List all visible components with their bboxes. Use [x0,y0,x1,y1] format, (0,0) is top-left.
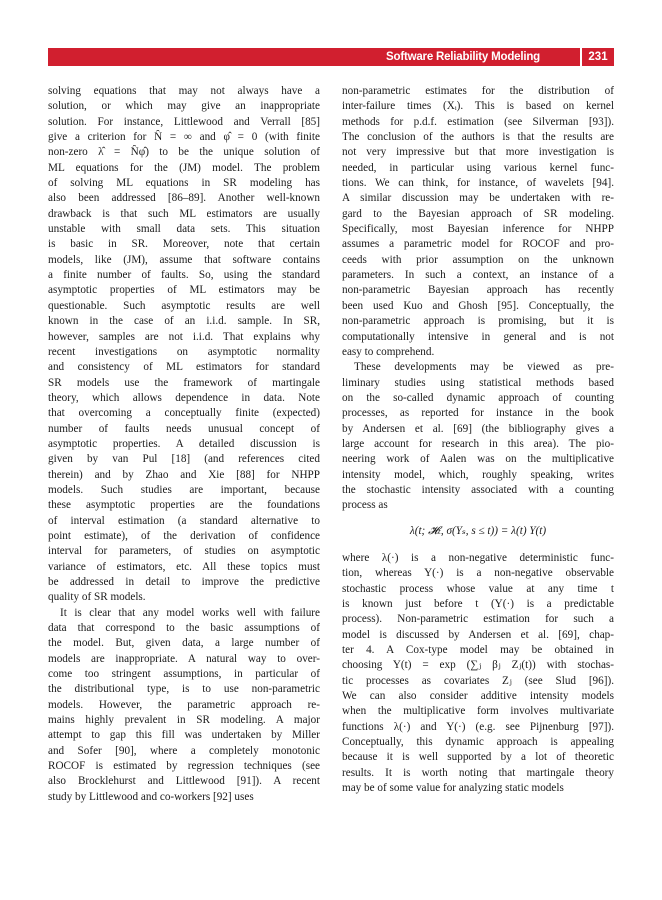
text-line: ML equations for the (JM) model. The problem [48,161,320,174]
text-line: been used Kuo and Ghosh [95]. Conceptually, the [342,299,614,312]
header-bar [48,48,580,66]
text-line: A similar discussion may be undertaken with re- [342,192,614,205]
text-line: non-parametric approach is promising, but it is [342,315,614,328]
text-line: non-zero λ̂ = N̂φ̂) to be the unique solution of [48,146,320,159]
text-line: because it is well supported by a lot of theoretic [342,751,614,764]
text-line: questionable. Such asymptotic results are well [48,299,320,312]
text-line: number of faults needs unusual concept of [48,422,320,435]
running-header [48,48,614,66]
text-line: model is discussed by Andersen et al. [69], chap- [342,628,614,641]
text-line: asymptotic properties. A detailed discussion is [48,437,320,450]
text-line: tic processes as covariates Zⱼ (see Slud [96]). [342,674,614,687]
text-line: solution, or which may give an inappropriate [48,100,320,113]
left-column [48,84,320,805]
text-line: attempt to gap this fill was undertaken by Miller [48,729,320,742]
text-line: of interval estimation (a standard alternative to [48,514,320,527]
text-line: parameters. In such a context, an instance of a [342,269,614,282]
text-line: not very impressive but that more investigation is [342,146,614,159]
text-line: solving equations that may not always have a [48,85,320,97]
text-line: the distributional type, is to use non-parametric [48,683,320,696]
text-line: needed, in particular using various kernel func- [342,161,614,174]
text-line: ceeds with prior assumption on the unknown [342,253,614,266]
text-line: where λ(·) is a non-negative deterministic func- [342,551,614,564]
text-line: asymptotic properties of ML estimators may be [48,284,320,297]
right-column-bottom [342,551,614,797]
text-line: point estimate), of the derivation of confidence [48,529,320,542]
text-line: models. However, the parametric approach re- [48,698,320,711]
text-line: non-parametric Bayesian approach has recently [342,284,614,297]
header-title: Software Reliability Modeling [386,51,540,63]
text-line: be addressed in detail to improve the predictive [48,576,320,588]
text-line: is basic in SR. Moreover, note that certain [48,238,320,251]
text-line: the stochastic intensity associated with a counting [342,483,614,496]
text-line: may be of some value for analyzing static models [342,782,564,795]
text-line: give a criterion for N̂ = ∞ and φ̂ = 0 (with finite [48,131,320,144]
text-line: recent investigations on asymptotic normality [48,345,320,358]
text-line: also Brocklehurst and Littlewood [91]). A recent [48,775,320,788]
text-line: when the multiplicative form involves multivariate [342,705,614,718]
text-line: data that correspond to the basic assumptions of [48,622,320,635]
text-line: theory, which allows dependence in data. Note [48,391,320,404]
text-line: of solving ML equations in SR modeling has [48,177,320,190]
text-line: mains highly prevalent in SR modeling. A major [48,714,320,727]
text-line: variance of estimators, etc. All these topics must [48,560,320,573]
text-line: ROCOF is estimated by regression techniques (see [48,760,320,773]
text-line: Conceptually, this dynamic approach is appealing [342,736,614,749]
text-line: We can also consider additive intensity models [342,690,614,703]
text-line: process). Non-parametric estimation for such a [342,613,614,626]
text-line: study by Littlewood and co-workers [92] uses [48,790,254,803]
text-line: easy to comprehend. [342,345,435,358]
text-line: ter 4. A Cox-type model may be obtained in [342,644,614,657]
text-line: choosing Y(t) = exp (∑ⱼ βⱼ Zⱼ(t)) with stochas- [342,659,614,672]
text-line: that overcoming a conceptually finite (expected) [48,407,320,420]
right-column-top [342,84,614,514]
equation-intensity: λ(t; 𝓗ₜ, σ(Yₛ, s ≤ t)) = λ(t) Y(t) [409,524,547,537]
text-line: these asymptotic properties are the foundations [48,499,320,512]
text-line: process as [342,499,388,512]
text-line: non-parametric estimates for the distribution of [342,85,614,97]
text-line: liminary studies using statistical methods based [342,376,614,389]
right-column [342,84,614,796]
text-line: intensity model, which, roughly speaking, writes [342,468,614,481]
text-line: These developments may be viewed as pre- [354,361,614,374]
text-line: It is clear that any model works well with failure [60,606,320,619]
text-line: inter-failure times (Xᵢ). This is based on kernel [342,100,614,113]
text-line: is known just before t (Y(·) is a predictable [342,598,614,610]
text-line: by Andersen et al. [69] (the bibliography gives a [342,422,614,435]
text-line: models. Such studies are important, because [48,483,320,496]
text-line: neering work of Aalen was on the multiplicative [342,453,614,466]
text-line: and Sofer [90], where a completely monotonic [48,744,320,757]
text-line: large account for research in this area). The pio- [342,437,614,450]
text-line: the model. But, given data, a large number of [48,637,320,650]
text-line: known in the case of an i.i.d. sample. In SR, [48,315,320,328]
text-line: a finite number of faults. So, using the standard [48,269,320,282]
text-line: drawback is that such ML estimators are usually [48,207,320,220]
text-line: models, like (JM), assume that software contains [48,253,320,266]
page-number: 231 [582,48,614,66]
text-line: Specifically, most Bayesian inference for NHPP [342,223,614,236]
text-line: tions. We can think, for instance, of wavelets [94]. [342,177,614,190]
text-line: however, samples are not i.i.d. That explains why [48,330,320,343]
text-line: tion, whereas Y(·) is a non-negative observable [342,567,614,580]
text-line: gard to the Bayesian approach of SR modeling. [342,207,614,220]
text-line: interval for parameters, of studies on asymptotic [48,545,320,558]
text-line: results. It is worth noting that martingale theory [342,766,614,779]
text-line: methods for p.d.f. estimation (see Silverman [93]). [342,115,614,128]
text-line: come too stringent assumptions, in particular of [48,668,320,681]
text-line: functions λ(·) and Y(·) (e.g. see Pijnenburg [97]). [342,720,614,733]
text-line: SR models use the framework of martingale [48,376,320,389]
text-line: given by van Pul [18] (and references cited [48,453,320,466]
text-line: The conclusion of the authors is that the results are [342,131,614,144]
text-line: processes, as reported for instance in the book [342,407,614,420]
text-line: quality of SR models. [48,591,146,604]
text-line: models are inappropriate. A natural way to over- [48,652,320,665]
text-line: therein) and by Zhao and Xie [88] for NHPP [48,468,320,481]
text-line: computationally intensive in general and is not [342,330,614,343]
text-line: on the so-called dynamic approach of counting [342,391,614,404]
text-line: unstable with small data sets. This situation [48,223,320,236]
text-line: solution. For instance, Littlewood and Verrall [85] [48,115,320,128]
text-line: stochastic process whose value at any time t [342,582,614,595]
text-line: assumes a parametric model for ROCOF and pro- [342,238,614,251]
text-line: and consistency of ML estimators for standard [48,361,320,374]
text-line: also been addressed [86–89]. Another well-known [48,192,320,205]
